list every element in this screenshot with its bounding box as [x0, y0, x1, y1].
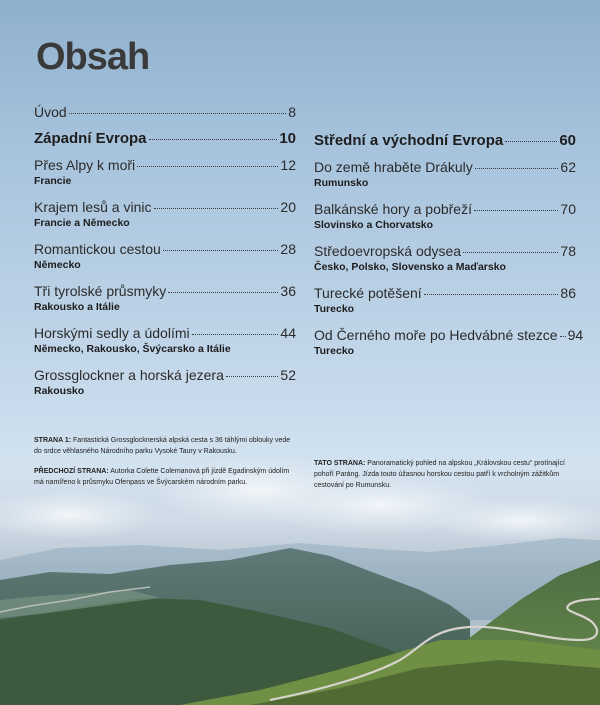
toc-entry-title: Grossglockner a horská jezera [34, 367, 224, 383]
caption-this-page [314, 458, 576, 491]
toc-entry[interactable] [34, 199, 296, 229]
caption-label: TATO STRANA: [314, 460, 366, 467]
toc-section-page: 10 [279, 130, 296, 147]
toc-entry-countries: Turecko [314, 345, 355, 357]
toc-entry-countries: Turecko [314, 303, 355, 315]
toc-entry-page: 78 [560, 243, 576, 259]
toc-entry-countries: Francie a Německo [34, 217, 130, 229]
toc-entry-page: 86 [560, 285, 576, 301]
toc-entry-countries: Slovinsko a Chorvatsko [314, 219, 434, 231]
caption-text: Fantastická Grossglocknerská alpská cesta s 36 táhlými oblouky vede do srdce věhlasného Národního parku Vysoké Taury v Rakousku. [34, 437, 291, 455]
toc-section-title: Západní Evropa [34, 130, 147, 147]
caption-label: STRANA 1: [34, 437, 72, 444]
toc-entry[interactable] [34, 367, 296, 397]
toc-entry-countries: Rakousko [34, 385, 85, 397]
toc-entry-title: Od Černého moře po Hedvábné stezce [314, 327, 558, 343]
toc-section-west-europe[interactable] [34, 130, 296, 147]
toc-entry-title: Horskými sedly a údolími [34, 325, 190, 341]
toc-entry[interactable] [34, 157, 296, 187]
toc-entry-countries: Rumunsko [314, 177, 369, 189]
dot-leader [505, 141, 557, 142]
caption-cover [34, 435, 296, 457]
toc-section-title: Střední a východní Evropa [314, 132, 504, 149]
toc-entry-countries: Francie [34, 175, 72, 187]
dot-leader [226, 376, 279, 377]
toc-entry[interactable] [314, 327, 584, 357]
toc-entry-countries: Německo, Rakousko, Švýcarsko a Itálie [34, 343, 231, 355]
toc-entry[interactable] [314, 285, 576, 315]
toc-entry-page: 44 [280, 325, 296, 341]
toc-right-column [314, 132, 584, 369]
caption-previous-page [34, 466, 296, 488]
caption-text: Panoramatický pohled na alpskou „Královskou cestu“ protínající pohoří Paráng. Jízda touto úžasnou horskou cestou patří k vrcholným zážitkům cestování po Rumunsku. [314, 460, 565, 489]
toc-entry-page: 52 [280, 367, 296, 383]
toc-entry-page: 20 [280, 199, 296, 215]
toc-entry-title: Do země hraběte Drákuly [314, 159, 473, 175]
caption-label: PŘEDCHOZÍ STRANA: [34, 468, 109, 475]
toc-entry-title: Přes Alpy k moři [34, 157, 136, 173]
toc-entry-intro[interactable] [34, 104, 296, 120]
toc-entry-page: 36 [280, 283, 296, 299]
toc-entry-page: 28 [280, 241, 296, 257]
caption-text: Autorka Colette Colemanová při jízdě Egadinským údolím má namířeno k průsmyku Ofenpass ve Švýcarském národním parku. [34, 468, 290, 486]
dot-leader [137, 166, 278, 167]
dot-leader [475, 168, 559, 169]
toc-entry-title: Tři tyrolské průsmyky [34, 283, 167, 299]
dot-leader [69, 113, 287, 114]
dot-leader [560, 336, 566, 337]
toc-entry-countries: Německo [34, 259, 81, 271]
toc-section-central-east-europe[interactable] [314, 132, 576, 149]
photo-captions-left [34, 435, 296, 497]
toc-entry-page: 12 [280, 157, 296, 173]
dot-leader [154, 208, 279, 209]
dot-leader [192, 334, 279, 335]
page-title: Obsah [36, 36, 150, 78]
toc-entry[interactable] [34, 283, 296, 313]
dot-leader [474, 210, 558, 211]
toc-entry-page: 94 [567, 327, 584, 343]
toc-entry-title: Balkánské hory a pobřeží [314, 201, 472, 217]
dot-leader [163, 250, 279, 251]
toc-entry-title: Turecké potěšení [314, 285, 422, 301]
toc-entry-title: Středoevropská odysea [314, 243, 462, 259]
toc-entry-countries: Česko, Polsko, Slovensko a Maďarsko [314, 261, 506, 273]
toc-entry[interactable] [314, 159, 576, 189]
toc-section-page: 60 [559, 132, 576, 149]
toc-entry[interactable] [314, 201, 576, 231]
toc-entry-countries: Rakousko a Itálie [34, 301, 120, 313]
toc-entry-page: 8 [288, 104, 296, 120]
toc-entry-title: Krajem lesů a vinic [34, 199, 152, 215]
dot-leader [149, 139, 278, 140]
photo-captions-right [314, 458, 576, 500]
dot-leader [424, 294, 559, 295]
toc-entry-page: 70 [560, 201, 576, 217]
dot-leader [463, 252, 558, 253]
toc-entry-page: 62 [560, 159, 576, 175]
toc-entry[interactable] [314, 243, 576, 273]
toc-entry-title: Romantickou cestou [34, 241, 161, 257]
dot-leader [168, 292, 278, 293]
toc-entry-title: Úvod [34, 104, 67, 120]
toc-entry[interactable] [34, 325, 296, 355]
toc-left-column [34, 104, 296, 409]
toc-entry[interactable] [34, 241, 296, 271]
